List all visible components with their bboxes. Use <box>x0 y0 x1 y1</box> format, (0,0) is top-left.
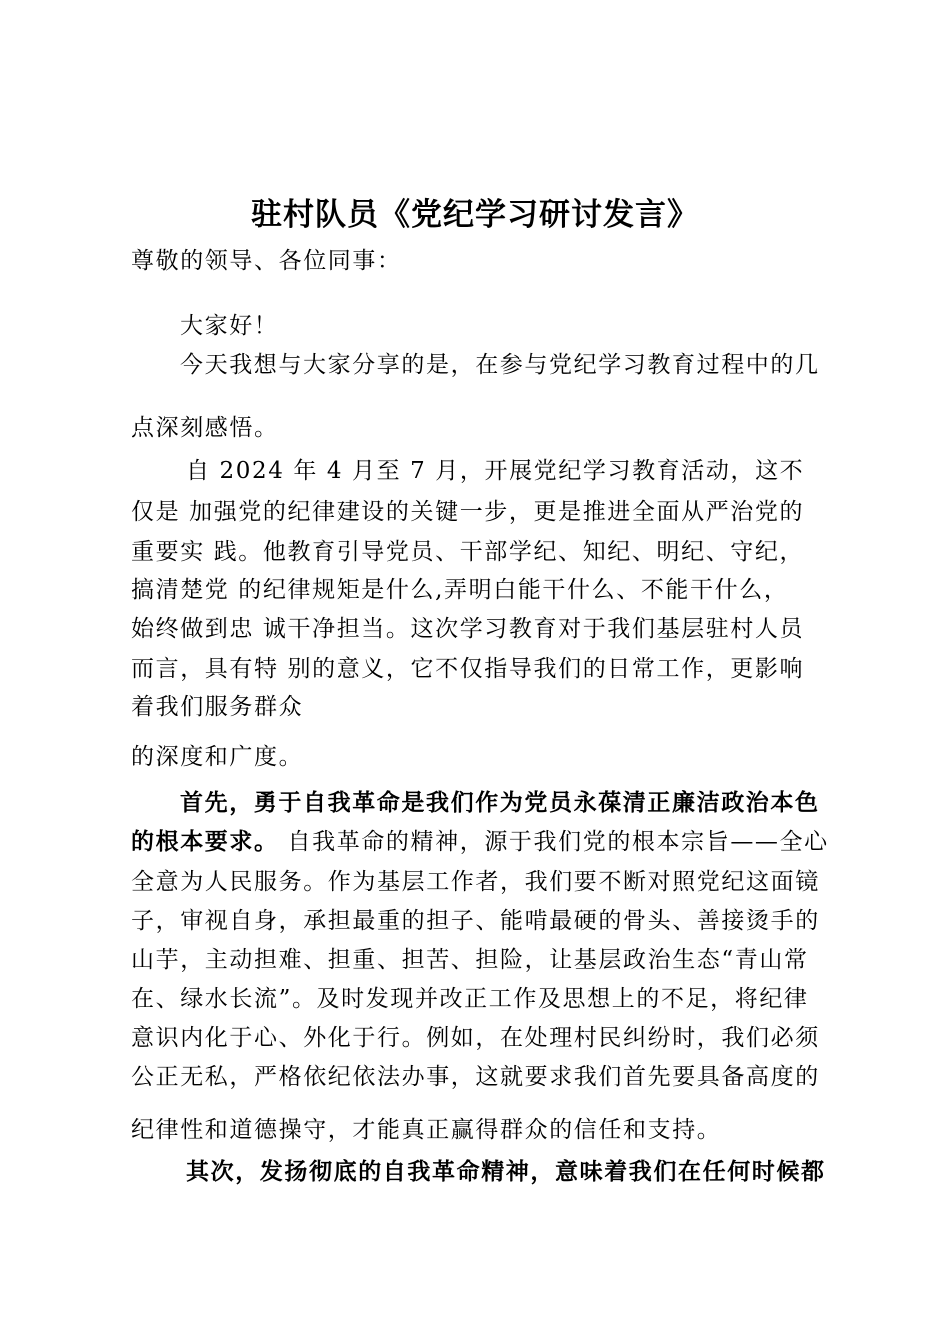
paragraph3-heading-line-1: 其次，发扬彻底的自我革命精神，意味着我们在任何时候都 <box>186 1158 826 1185</box>
paragraph2-heading-line-2: 的根本要求。 <box>131 828 279 855</box>
intro-line-2: 点深刻感悟。 <box>131 415 279 441</box>
paragraph2-heading-line-1: 首先，勇于自我革命是我们作为党员永葆清正廉洁政治本色 <box>180 789 820 816</box>
salutation: 尊敬的领导、各位同事： <box>131 248 402 274</box>
paragraph2-line-7: 意识内化于心、外化于行。例如，在处理村民纠纷时，我们必须 <box>131 1025 820 1051</box>
paragraph1-line-1: 自 2024 年 4 月至 7 月，开展党纪学习教育活动，这不 <box>186 458 805 484</box>
paragraph1-line-7: 着我们服务群众 <box>131 694 304 720</box>
paragraph1-line-6: 而言，具有特 别的意义，它不仅指导我们的日常工作，更影响 <box>131 656 805 682</box>
paragraph1-line-4: 搞清楚党 的纪律规矩是什么,弄明白能干什么、不能干什么， <box>131 577 789 603</box>
paragraph2-line-3: 全意为人民服务。作为基层工作者，我们要不断对照党纪这面镜 <box>131 869 820 895</box>
paragraph1-line-3: 重要实 践。他教育引导党员、干部学纪、知纪、明纪、守纪， <box>131 539 805 565</box>
greeting: 大家好！ <box>180 313 279 339</box>
paragraph2-line-6: 在、绿水长流”。及时发现并改正工作及思想上的不足，将纪律 <box>131 986 809 1012</box>
paragraph2-line-4: 子，审视自身，承担最重的担子、能啃最硬的骨头、善接烫手的 <box>131 908 820 934</box>
paragraph1-line-5: 始终做到忠 诚干净担当。这次学习教育对于我们基层驻村人员 <box>131 616 805 642</box>
paragraph2-line-5: 山芋，主动担难、担重、担苦、担险，让基层政治生态“青山常 <box>131 947 809 973</box>
document-title: 驻村队员《党纪学习研讨发言》 <box>251 197 699 233</box>
paragraph1-line-2: 仅是 加强党的纪律建设的关键一步，更是推进全面从严治党的 <box>131 499 805 525</box>
paragraph2-line-2 <box>131 827 829 857</box>
paragraph2-line-8: 公正无私，严格依纪依法办事，这就要求我们首先要具备高度的 <box>131 1064 820 1090</box>
paragraph1-line-8: 的深度和广度。 <box>131 744 304 770</box>
paragraph2-line-9: 纪律性和道德操守，才能真正赢得群众的信任和支持。 <box>131 1117 722 1143</box>
paragraph2-line-2-rest: 自我革命的精神，源于我们党的根本宗旨——全心 <box>278 829 829 855</box>
intro-line-1: 今天我想与大家分享的是，在参与党纪学习教育过程中的几 <box>180 352 820 378</box>
